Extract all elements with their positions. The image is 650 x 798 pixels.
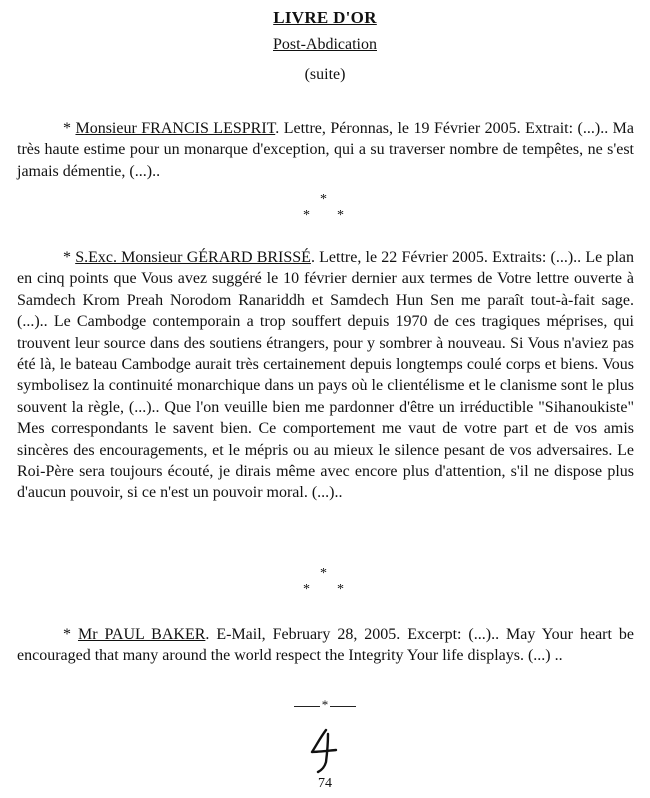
separator-star: * bbox=[337, 582, 344, 597]
separator-rule bbox=[330, 706, 356, 707]
separator-star: * bbox=[321, 697, 329, 712]
separator-rule bbox=[294, 706, 320, 707]
page-number: 74 bbox=[318, 776, 332, 791]
separator-star: * bbox=[303, 582, 310, 597]
page-subtitle: Post-Abdication bbox=[273, 36, 377, 53]
section-separator bbox=[0, 192, 650, 228]
separator-star: * bbox=[337, 208, 344, 223]
separator-star: * bbox=[320, 192, 327, 207]
guestbook-entry bbox=[17, 118, 634, 182]
section-separator bbox=[0, 566, 650, 602]
end-separator bbox=[0, 697, 650, 713]
page-title: LIVRE D'OR bbox=[273, 8, 377, 27]
handwritten-signature-icon bbox=[308, 728, 342, 774]
entry-author: S.Exc. Monsieur GÉRARD BRISSÉ bbox=[75, 249, 311, 266]
entry-text: . Lettre, Péronnas, le 19 Février 2005. Extrait: (...).. Ma très haute estime pour un monarque d'exception, qui a su traverser nombre de tempêtes, ne s'est jamais démentie, (...).. bbox=[17, 120, 634, 180]
entry-author: Monsieur FRANCIS LESPRIT bbox=[75, 120, 276, 137]
separator-star: * bbox=[303, 208, 310, 223]
entry-text: . E-Mail, February 28, 2005. Excerpt: (...).. May Your heart be encouraged that many around the world respect the Integrity Your life displays. (...) .. bbox=[17, 626, 635, 665]
guestbook-entry bbox=[17, 624, 634, 667]
entry-author: Mr PAUL BAKER bbox=[77, 626, 206, 643]
separator-star: * bbox=[320, 566, 327, 581]
entry-marker: * bbox=[63, 120, 71, 137]
entry-text: . Lettre, le 22 Février 2005. Extraits: (...).. Le plan en cinq points que Vous avez suggéré le 10 février dernier aux termes de Votre lettre ouverte à Samdech Krom Preah Norodom Ranariddh et Samdech Hun Sen me paraît tout-à-fait sage. (...).. Le Cambodge contemporain a trop souffert depuis 1970 de ces tragiques méprises, qui trouvent leur source dans des soutiens étrangers, pour y sombrer à nouveau. Si Vous n'aviez pas été là, le bateau Cambodge aurait très certainement depuis longtemps coulé corps et biens. Vous symbolisez la continuité monarchique dans un pays où le clientélisme et le clanisme sont le plus souvent la règle, (...).. Que l'on veuille bien me pardonner d'être un irréductible "Sihanoukiste" Mes correspondants le savent bien. Ce comportement me vaut de votre part et de vos amis sincères des encouragements, et le mépris ou au mieux le silence pesant de vos adversaires. Le Roi-Père sera toujours écouté, je dirais même avec encore plus d'attention, s'il ne dispose plus d'aucun pouvoir, si ce n'est un pouvoir moral. (...).. bbox=[17, 249, 634, 502]
entry-marker: * bbox=[63, 626, 71, 643]
entry-marker: * bbox=[63, 249, 71, 266]
guestbook-entry bbox=[17, 247, 634, 504]
continued-label: (suite) bbox=[304, 66, 346, 83]
